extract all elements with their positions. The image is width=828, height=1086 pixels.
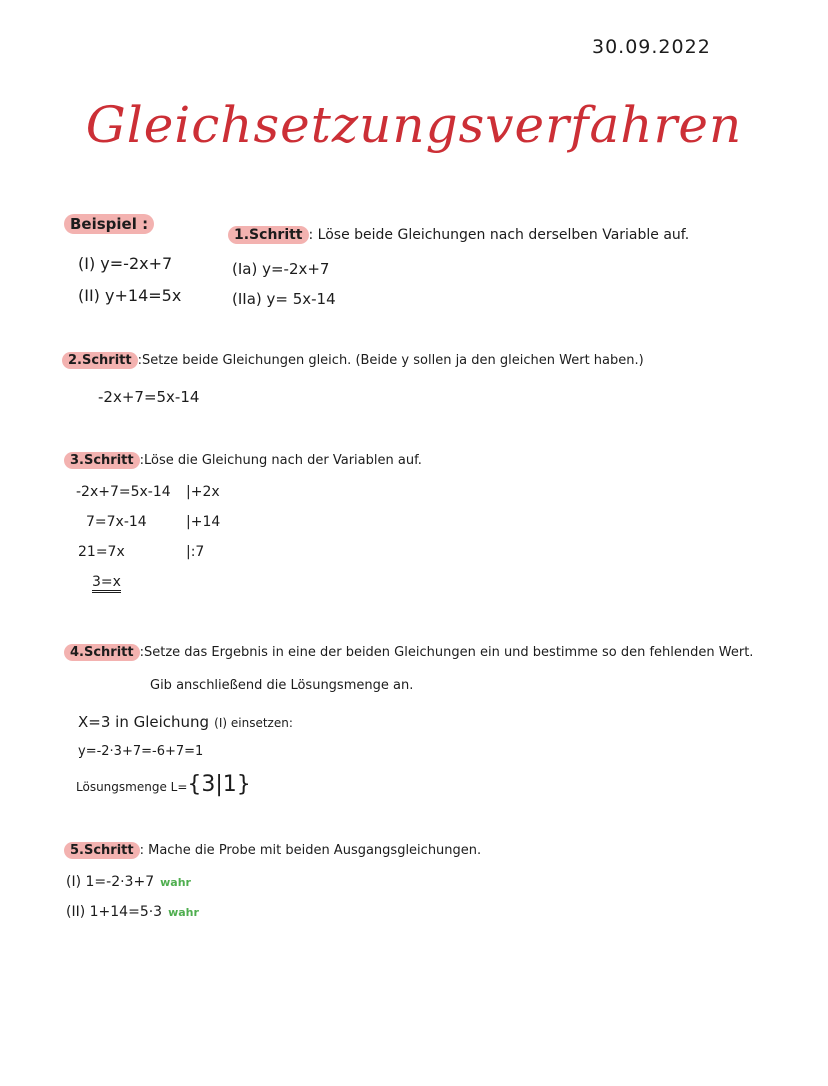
step4-text2: Gib anschließend die Lösungsmenge an. bbox=[150, 678, 414, 693]
step3-label: 3.Schritt bbox=[64, 452, 140, 469]
step5-label: 5.Schritt bbox=[64, 842, 140, 859]
step3-text: :Löse die Gleichung nach der Variablen auf. bbox=[139, 453, 422, 468]
step1-label: 1.Schritt bbox=[228, 226, 309, 244]
step1-text: : Löse beide Gleichungen nach derselben Variable auf. bbox=[308, 227, 690, 243]
step4-solution-set: Lösungsmenge L={3|1} bbox=[76, 772, 251, 797]
step1-heading bbox=[228, 226, 689, 244]
step4-text: :Setze das Ergebnis in eine der beiden Gleichungen ein und bestimme so den fehlenden Wert. bbox=[139, 645, 754, 660]
step4-label: 4.Schritt bbox=[64, 644, 140, 661]
step5-text: : Mache die Probe mit beiden Ausgangsgleichungen. bbox=[139, 843, 482, 858]
step3-heading bbox=[64, 452, 422, 469]
beispiel-label: Beispiel : bbox=[64, 214, 154, 234]
step5-check1: (I) 1=-2·3+7 wahr bbox=[66, 874, 191, 890]
step1-eq1: (Ia) y=-2x+7 bbox=[232, 260, 330, 278]
step2-label: 2.Schritt bbox=[62, 352, 138, 369]
beispiel-eq1: (I) y=-2x+7 bbox=[78, 254, 173, 273]
step2-heading bbox=[62, 352, 644, 369]
step3-eq-row: 21=7x bbox=[78, 544, 125, 560]
step4-substitution: X=3 in Gleichung (I) einsetzen: bbox=[78, 713, 293, 731]
step3-eq-row: -2x+7=5x-14 bbox=[76, 484, 171, 500]
step1-eq2: (IIa) y= 5x-14 bbox=[232, 290, 336, 308]
step4-calc: y=-2·3+7=-6+7=1 bbox=[78, 744, 204, 759]
step3-op-row: |:7 bbox=[186, 544, 205, 560]
check2-result: wahr bbox=[168, 906, 199, 919]
step3-result: 3=x bbox=[92, 574, 121, 590]
step4-heading bbox=[64, 644, 753, 661]
step5-check2: (II) 1+14=5·3 wahr bbox=[66, 904, 199, 920]
step3-op-row: |+2x bbox=[186, 484, 220, 500]
step5-heading bbox=[64, 842, 481, 859]
step3-eq-row: 7=7x-14 bbox=[86, 514, 147, 530]
page-title: Gleichsetzungsverfahren bbox=[85, 96, 743, 154]
step2-text: :Setze beide Gleichungen gleich. (Beide y sollen ja den gleichen Wert haben.) bbox=[137, 353, 644, 368]
step3-op-row: |+14 bbox=[186, 514, 221, 530]
check1-result: wahr bbox=[160, 876, 191, 889]
date: 30.09.2022 bbox=[592, 36, 711, 58]
step2-eq: -2x+7=5x-14 bbox=[98, 388, 200, 406]
beispiel-eq2: (II) y+14=5x bbox=[78, 286, 182, 305]
